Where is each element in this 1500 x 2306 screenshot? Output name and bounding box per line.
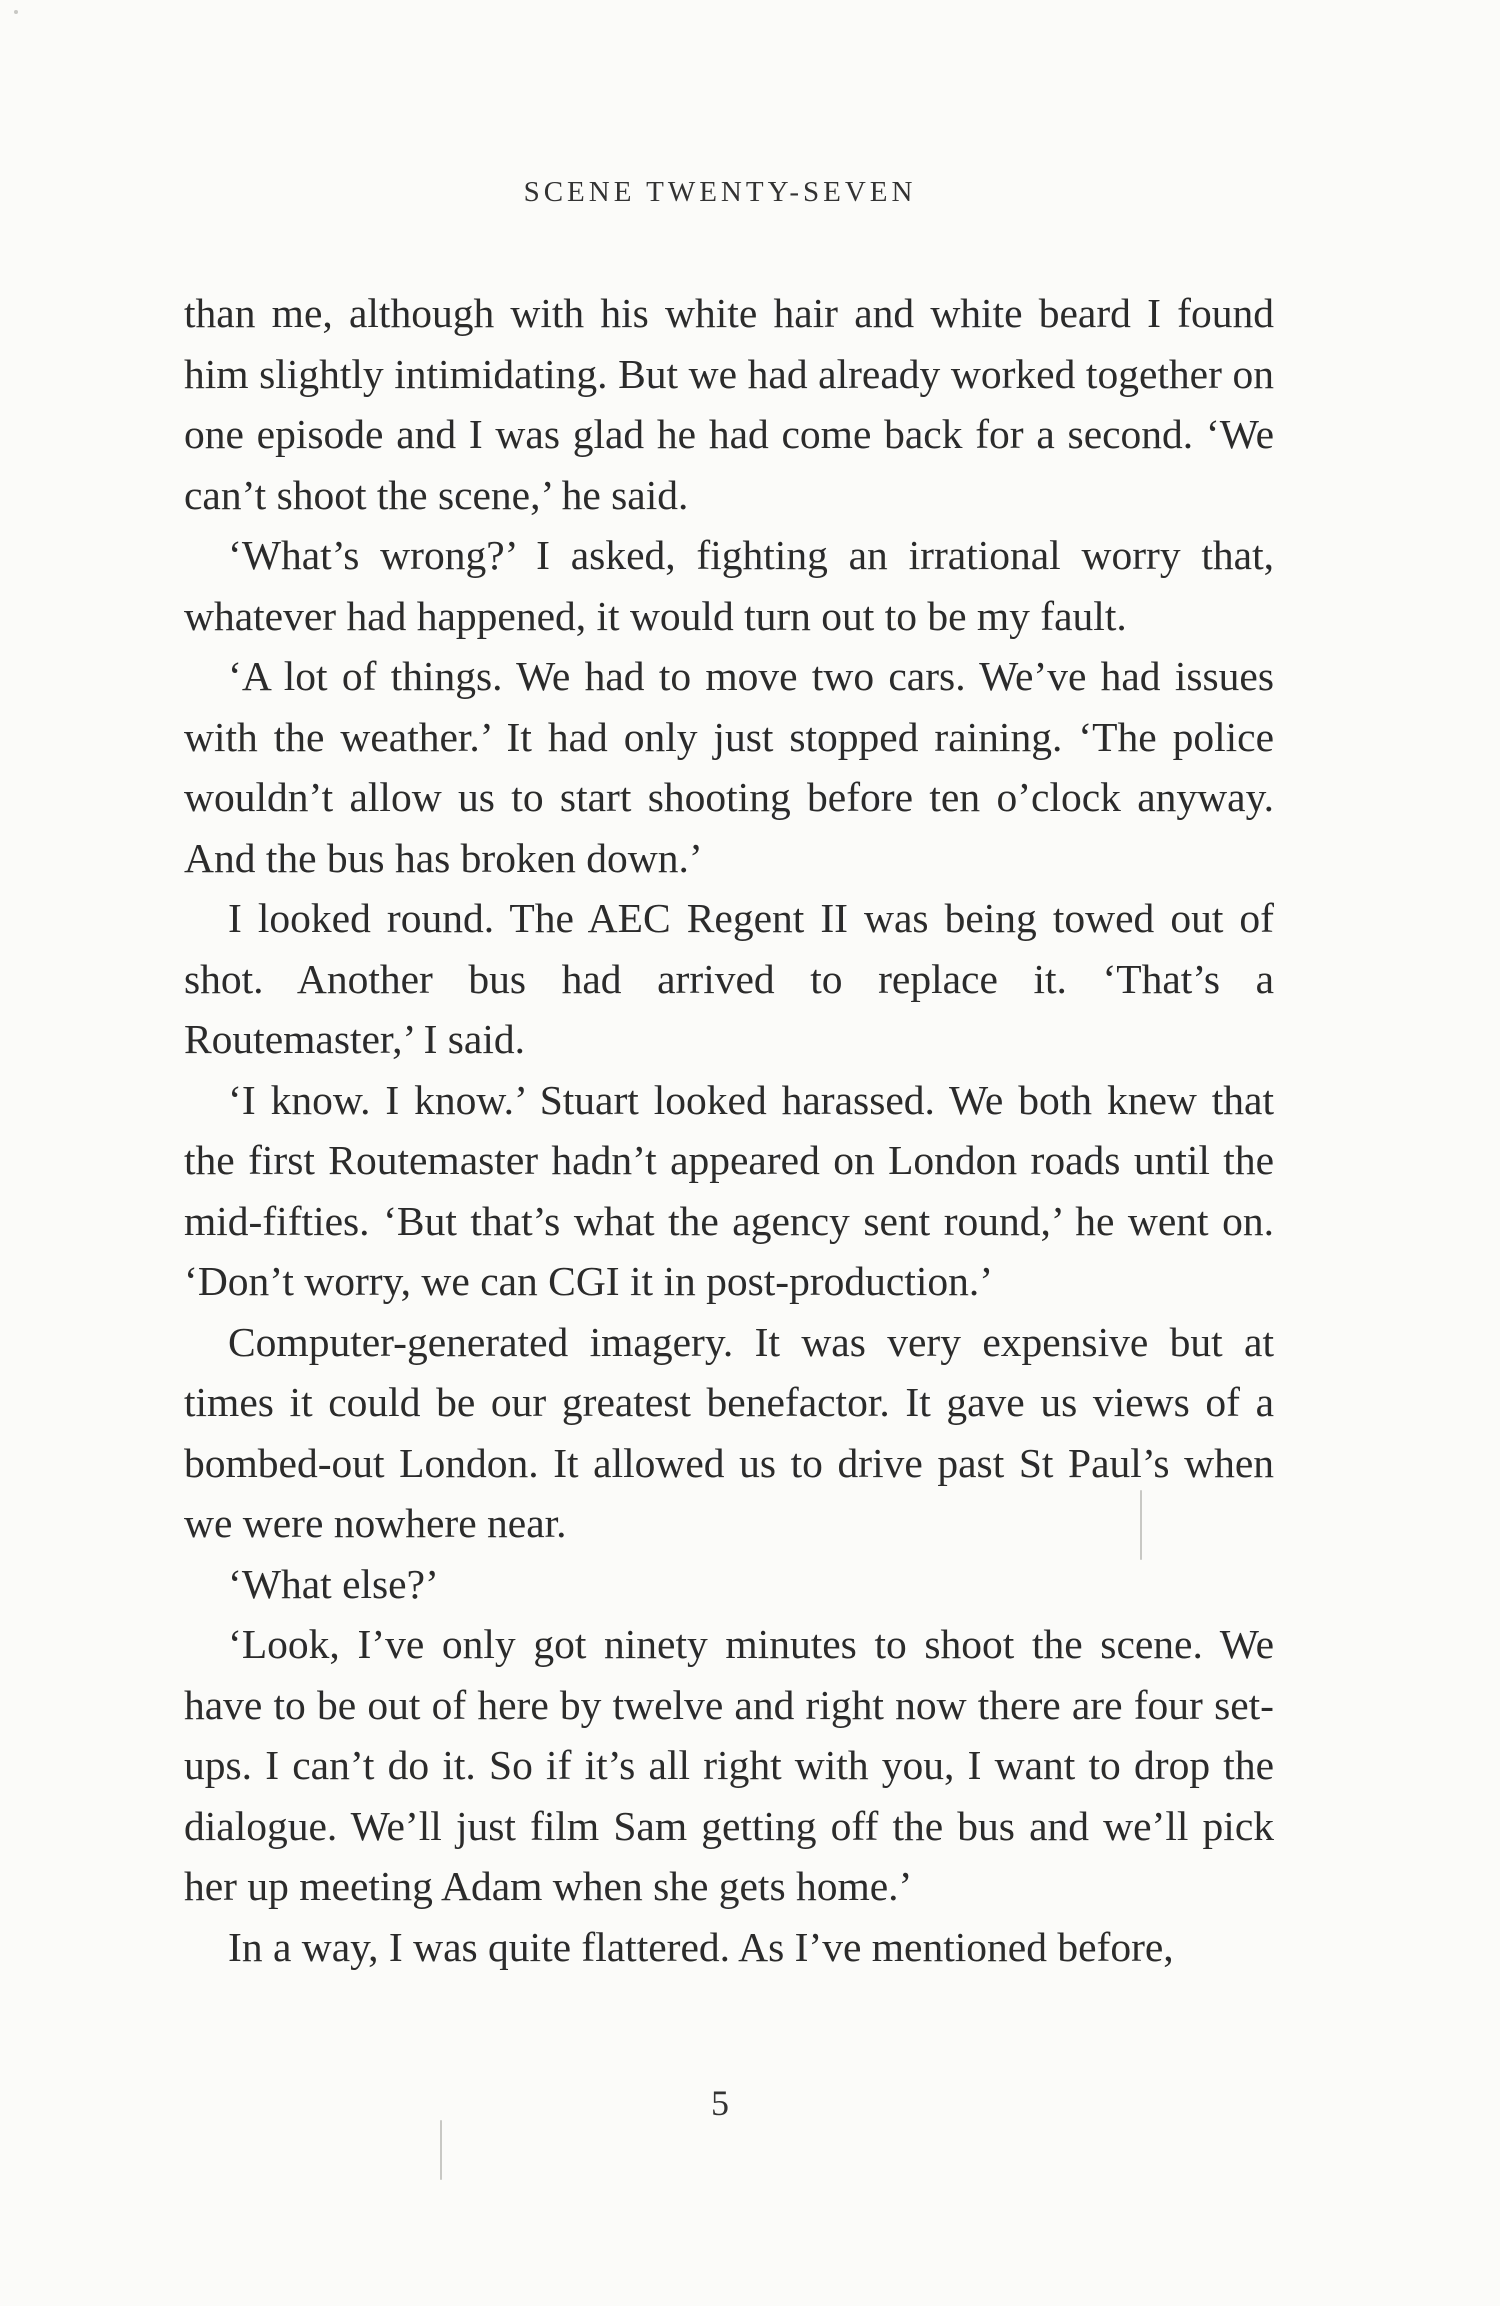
page-number: 5: [711, 2083, 729, 2123]
paragraph: Computer-generated imagery. It was very expensive but at times it could be our greatest benefactor. It gave us views of a bombed-out London. It allowed us to drive past St Paul’s when we were nowhere near.: [184, 1318, 1274, 1546]
paragraph: In a way, I was quite flattered. As I’ve mentioned before,: [228, 1923, 1174, 1970]
scan-speck: [14, 10, 18, 14]
paragraph: I looked round. The AEC Regent II was being towed out of shot. Another bus had arrived to replace it. ‘That’s a Routemaster,’ I said.: [184, 895, 1274, 1062]
paragraph: ‘A lot of things. We had to move two cars. We’ve had issues with the weather.’ It had only just stopped raining. ‘The police wouldn’t allow us to start shooting before ten o’clock anyway. And the bus has broken down.’: [184, 653, 1274, 881]
paragraph: ‘I know. I know.’ Stuart looked harassed. We both knew that the first Routemaster hadn’t appeared on London roads until the mid-fifties. ‘But that’s what the agency sent round,’ he went on. ‘Don’t worry, we can CGI it in post-production.’: [184, 1076, 1274, 1304]
running-head: SCENE TWENTY-SEVEN: [523, 176, 917, 208]
paragraph: ‘What’s wrong?’ I asked, fighting an irrational worry that, whatever had happened, it would turn out to be my fault.: [184, 532, 1274, 639]
paragraph: ‘What else?’: [228, 1560, 439, 1607]
scan-speck: [1140, 1490, 1142, 1560]
scan-speck: [440, 2120, 442, 2180]
paragraph: than me, although with his white hair and white beard I found him slightly intimidating. But we had already worked together on one episode and I was glad he had come back for a second. ‘We can’t shoot the scene,’ he said.: [184, 290, 1274, 518]
body-text: [184, 283, 1274, 1977]
paragraph: ‘Look, I’ve only got ninety minutes to shoot the scene. We have to be out of here by twelve and right now there are four set-ups. I can’t do it. So if it’s all right with you, I want to drop the dialogue. We’ll just film Sam getting off the bus and we’ll pick her up meeting Adam when she gets home.’: [184, 1621, 1274, 1909]
